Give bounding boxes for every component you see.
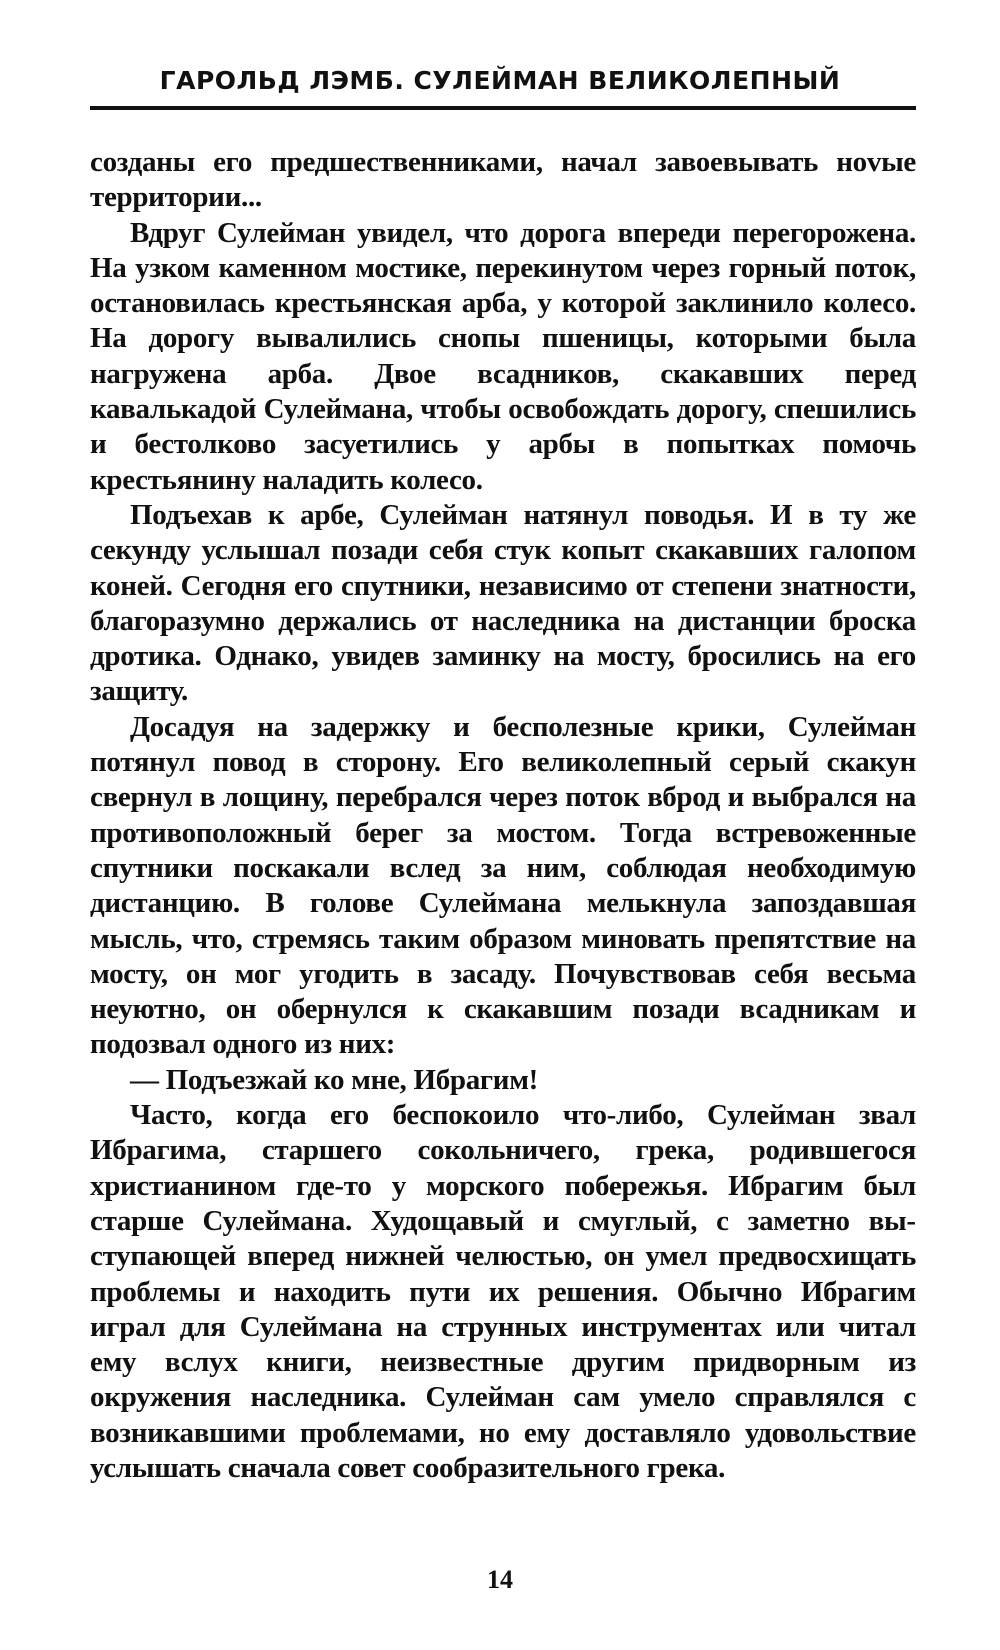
paragraph: Подъехав к арбе, Сулейман натянул поводья. И в ту же секунду услышал позади себя стук копыт скакавших галопом коней. Сегодня его спутники, независимо от степени знатности, благоразумно держались от наследника на дистанции броска дротика. Однако, увидев заминку на мосту, бросились на его защиту.	[90, 498, 916, 708]
page-number: 14	[487, 1565, 513, 1594]
running-head-title: ГАРОЛЬД ЛЭМБ. СУЛЕЙМАН ВЕЛИКОЛЕПНЫЙ	[159, 66, 841, 95]
dialogue-line: — Подъезжай ко мне, Ибрагим!	[130, 1063, 539, 1096]
paragraph: Часто, когда его беспокоило что-либо, Сулейман звал Ибрагима, старшего сокольничего, грека, родившегося христианином где-то у морского побережья. Ибрагим был старше Сулеймана. Худощавый и смуглый, с заметно выступающей вперед нижней челюстью, он умел предвосхищать проблемы и находить пути их решения. Обычно Ибрагим играл для Сулеймана на струнных инструментах или читал ему вслух книги, неизвестные другим придворным из окружения наследника. Сулейман сам умело справлялся с возникавшими проблемами, но ему доставляло удовольствие услышать сначала совет сообразительного грека.	[90, 1099, 916, 1484]
main-text-body	[90, 145, 916, 1486]
paragraph: Досадуя на задержку и бесполезные крики, Сулейман потянул повод в сторону. Его великолепный серый скакун свернул в лощину, перебрался через поток вброд и выбрался на противоположный берег за мостом. Тогда встревоженные спутники поскакали вслед за ним, соблюдая необходимую дистанцию. В голове Сулеймана мелькнула запоздавшая мысль, что, стремясь таким образом миновать препятствие на мосту, он мог угодить в засаду. Почувствовав себя весьма неуютно, он обернулся к скакавшим позади всадникам и подозвал одного из них:	[90, 710, 916, 1061]
paragraph: Вдруг Сулейман увидел, что дорога впереди перегорожена. На узком каменном мостике, перекинутом через горный поток, остановилась крестьянская арба, у которой заклинило колесо. На дорогу вывалились снопы пшеницы, которыми была нагружена арба. Двое всадников, скакавших перед кавалькадой Сулеймана, чтобы освобождать дорогу, спешились и бестолково засуетились у арбы в попытках помочь крестьянину наладить колесо.	[90, 216, 916, 496]
header-rule-divider	[90, 106, 916, 110]
paragraph-continued: созданы его предшественниками, начал завоевывать ноvые территории...	[90, 146, 916, 214]
